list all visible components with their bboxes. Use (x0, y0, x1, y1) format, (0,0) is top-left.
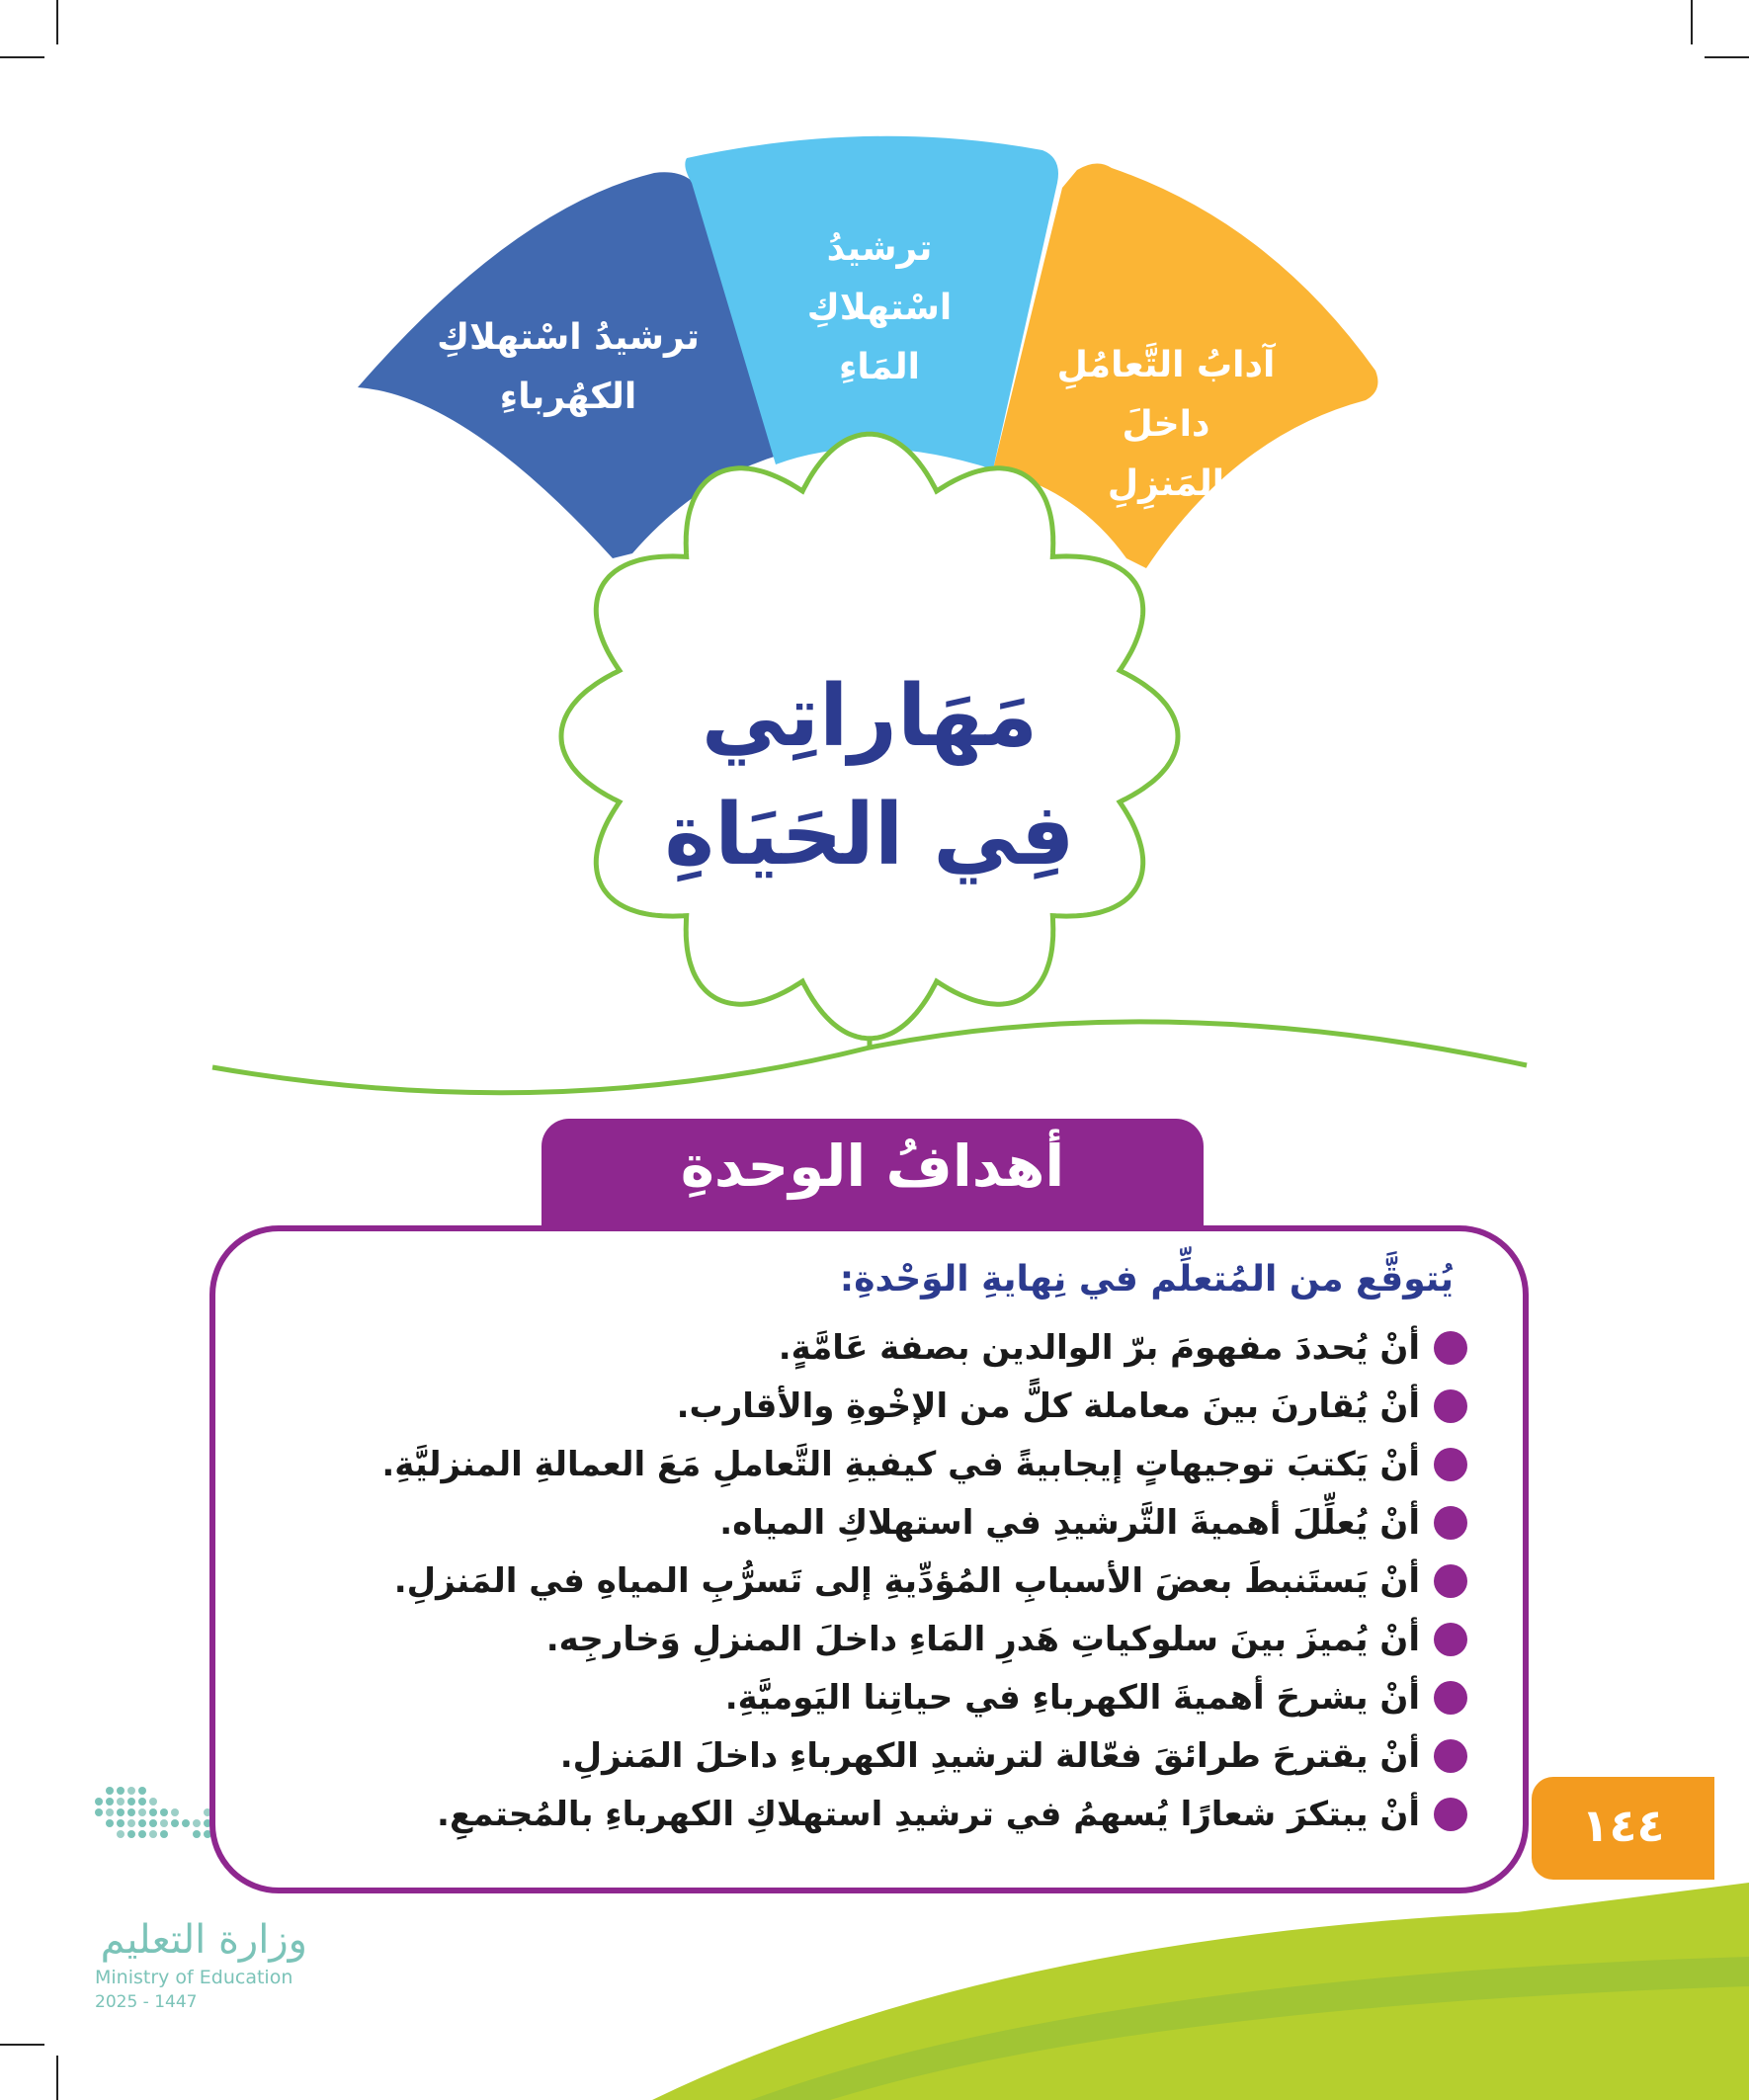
objective-text: أنْ يشرحَ أهميةَ الكهرباءِ في حياتِنا اليَوميَّةِ. (724, 1677, 1420, 1718)
petal-electricity-line1: ترشيدُ اسْتهلاكِ (437, 317, 700, 358)
list-item (282, 1726, 1467, 1785)
objective-text: أنْ يبتكرَ شعارًا يُسهمُ في ترشيدِ استهلاكِ الكهرباءِ بالمُجتمعِ. (437, 1794, 1420, 1834)
page-number: ١٤٤ (1581, 1799, 1665, 1852)
bullet-icon (1434, 1389, 1467, 1423)
petal-home-line1: آدابُ التَّعامُلِ داخلَ (1056, 345, 1276, 445)
objective-text: أنْ يَكتبَ توجيهاتٍ إيجابيةً في كيفيةِ التَّعاملِ مَعَ العمالةِ المنزليَّةِ. (381, 1444, 1420, 1484)
ministry-name-english: Ministry of Education (95, 1967, 293, 1988)
objectives-title: أهدافُ الوحدةِ (680, 1133, 1065, 1200)
bullet-icon (1434, 1331, 1467, 1365)
bullet-icon (1434, 1739, 1467, 1773)
bullet-icon (1434, 1681, 1467, 1715)
objective-text: أنْ يَستَنبطَ بعضَ الأسبابِ المُؤدِّيةِ إلى تَسرُّبِ المياهِ في المَنزلِ. (393, 1560, 1420, 1601)
ministry-name-arabic: وزارة التعليم (100, 1917, 307, 1963)
bullet-icon (1434, 1448, 1467, 1481)
objective-text: أنْ يُميزَ بينَ سلوكياتِ هَدرِ المَاءِ داخلَ المنزلِ وَخارجِه. (545, 1619, 1420, 1659)
petal-water-line2: المَاءِ (839, 347, 920, 387)
list-item (282, 1785, 1467, 1843)
list-item (282, 1435, 1467, 1493)
list-item (282, 1668, 1467, 1726)
unit-title-line2: فِي الحَيَاةِ (664, 786, 1075, 884)
petal-home-line2: المَنزِلِ (1107, 463, 1225, 504)
objectives-list (282, 1318, 1467, 1843)
petal-water-label (761, 219, 998, 397)
list-item (282, 1552, 1467, 1610)
petal-home-label (1018, 336, 1314, 514)
list-item (282, 1610, 1467, 1668)
list-item (282, 1377, 1467, 1435)
bullet-icon (1434, 1506, 1467, 1540)
page-number-tab (1532, 1777, 1714, 1880)
petal-water-line1: ترشيدُ اسْتهلاكِ (806, 228, 953, 328)
petal-electricity-line2: الكهُرباءِ (499, 377, 637, 417)
bullet-icon (1434, 1798, 1467, 1831)
objective-text: أنْ يقترحَ طرائقَ فعّالة لترشيدِ الكهرباءِ داخلَ المَنزلِ. (559, 1735, 1420, 1776)
objectives-tab (541, 1119, 1204, 1227)
unit-title-line1: مَهَاراتِي (701, 667, 1039, 766)
petal-electricity-label (435, 308, 702, 427)
bullet-icon (1434, 1564, 1467, 1598)
list-item (282, 1493, 1467, 1552)
objective-text: أنْ يُعلِّلَ أهميةَ التَّرشيدِ في استهلاكِ المياه. (719, 1502, 1420, 1543)
list-item (282, 1318, 1467, 1377)
objective-text: أنْ يُحددَ مفهومَ برّ الوالدين بصفة عَامَّةٍ. (778, 1327, 1420, 1368)
ministry-year: 2025 - 1447 (95, 1992, 198, 2012)
bullet-icon (1434, 1623, 1467, 1656)
objective-text: أنْ يُقارنَ بينَ معاملة كلًّ من الإخْوةِ والأقارب. (676, 1386, 1420, 1426)
objectives-intro: يُتوقَّع من المُتعلِّم في نِهايةِ الوَحْدةِ: (839, 1259, 1454, 1300)
objectives-box (209, 1225, 1529, 1893)
